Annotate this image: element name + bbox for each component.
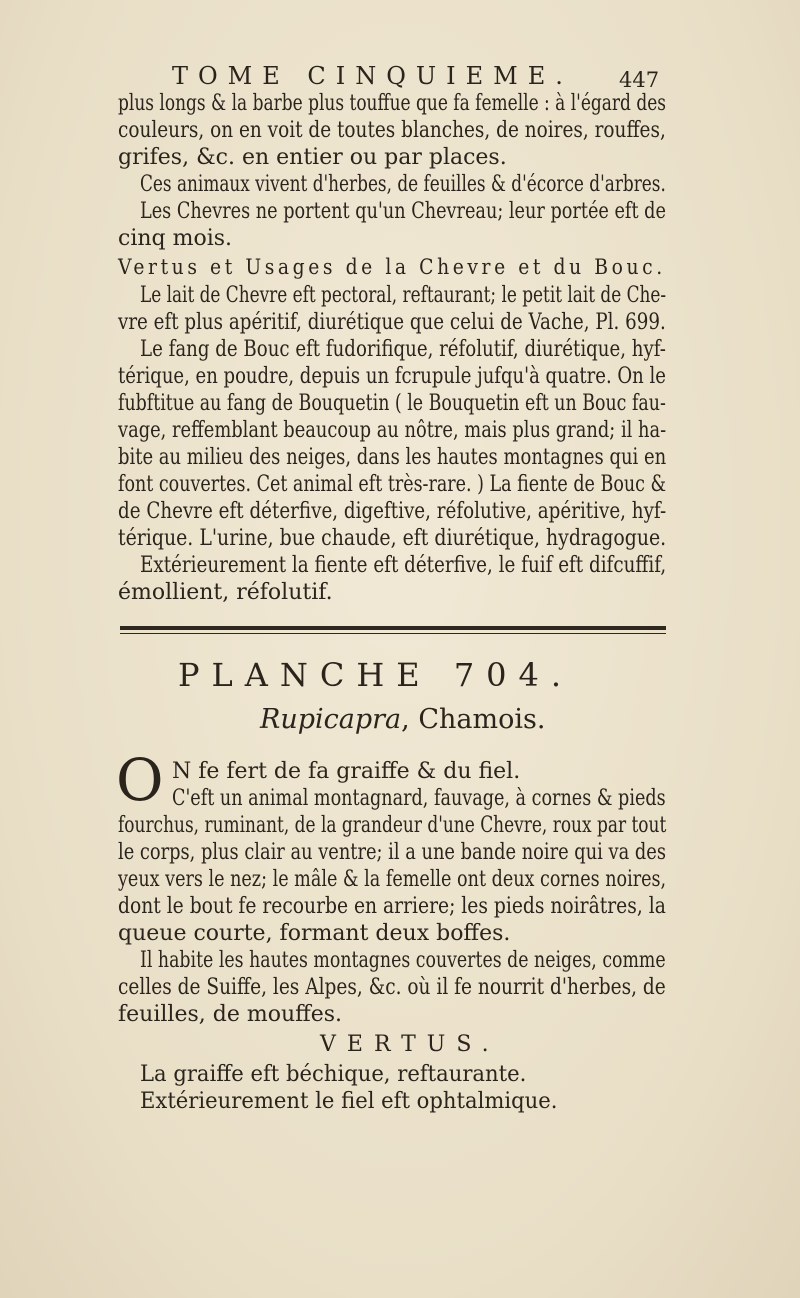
plate-subtitle <box>260 704 545 735</box>
drop-cap: O <box>116 746 164 814</box>
text-line: La graiffe eft béchique, reftaurante. <box>140 1062 527 1087</box>
text-line: feuilles, de mouffes. <box>118 1002 343 1027</box>
divider-rule-thick <box>120 626 666 630</box>
text-line: yeux vers le nez; le mâle & la femelle ont deux cornes noires, <box>118 867 667 892</box>
text-line: vage, reffemblant beaucoup au nôtre, mais plus grand; il ha- <box>118 418 667 443</box>
text-line: de Chevre eft déterfive, digeftive, réfolutive, apéritive, hyf- <box>118 499 667 524</box>
text-line: vre eft plus apéritif, diurétique que celui de Vache, Pl. 699. <box>118 310 666 335</box>
text-line: Extérieurement le fiel eft ophtalmique. <box>140 1089 558 1114</box>
common-name: Chamois. <box>418 704 546 735</box>
text-line: Les Chevres ne portent qu'un Chevreau; leur portée eft de <box>140 199 666 224</box>
text-line: Le fang de Bouc eft fudorifique, réfolutif, diurétique, hyf- <box>140 337 666 362</box>
text-line: Il habite les hautes montagnes couvertes de neiges, comme <box>140 948 666 973</box>
vertus-heading: VERTUS. <box>320 1032 500 1057</box>
text-line: C'eft un animal montagnard, fauvage, à cornes & pieds <box>172 786 666 811</box>
text-line: térique. L'urine, bue chaude, eft diurétique, hydragogue. <box>118 526 667 551</box>
text-line: couleurs, on en voit de toutes blanches, de noires, rouffes, <box>118 118 666 143</box>
text-line: émollient, réfolutif. <box>118 580 333 605</box>
text-line: térique, en poudre, depuis un fcrupule jufqu'à quatre. On le <box>118 364 666 389</box>
text-line: bite au milieu des neiges, dans les hautes montagnes qui en <box>118 445 667 470</box>
text-line: fubftitue au fang de Bouquetin ( le Bouquetin eft un Bouc fau- <box>118 391 666 416</box>
latin-name: Rupicapra <box>260 704 402 735</box>
text-line: Le lait de Chevre eft pectoral, reftaurant; le petit lait de Che- <box>140 283 667 308</box>
text-line: cinq mois. <box>118 226 233 251</box>
running-header: TOME CINQUIEME. <box>172 62 573 90</box>
text-line: grifes, &c. en entier ou par places. <box>118 145 507 170</box>
text-line: N fe fert de fa graiffe & du fiel. <box>172 759 521 784</box>
page-number: 447 <box>619 68 660 92</box>
text-line: celles de Suiffe, les Alpes, &c. où il fe nourrit d'herbes, de <box>118 975 666 1000</box>
section-heading: Vertus et Usages de la Chevre et du Bouc. <box>118 255 666 279</box>
plate-title: PLANCHE 704. <box>178 656 574 694</box>
text-line: queue courte, formant deux boffes. <box>118 921 511 946</box>
text-line: Ces animaux vivent d'herbes, de feuilles & d'écorce d'arbres. <box>140 172 666 197</box>
text-line: font couvertes. Cet animal eft très-rare. ) La fiente de Bouc & <box>118 472 667 497</box>
text-line: fourchus, ruminant, de la grandeur d'une Chevre, roux par tout <box>118 813 667 838</box>
subtitle-separator: , <box>401 704 410 735</box>
text-line: le corps, plus clair au ventre; il a une bande noire qui va des <box>118 840 666 865</box>
text-line: plus longs & la barbe plus touffue que fa femelle : à l'égard des <box>118 91 667 116</box>
text-line: Extérieurement la fiente eft déterfive, le fuif eft difcuffif, <box>140 553 667 578</box>
divider-rule-thin <box>120 633 666 634</box>
text-line: dont le bout fe recourbe en arriere; les pieds noirâtres, la <box>118 894 666 919</box>
